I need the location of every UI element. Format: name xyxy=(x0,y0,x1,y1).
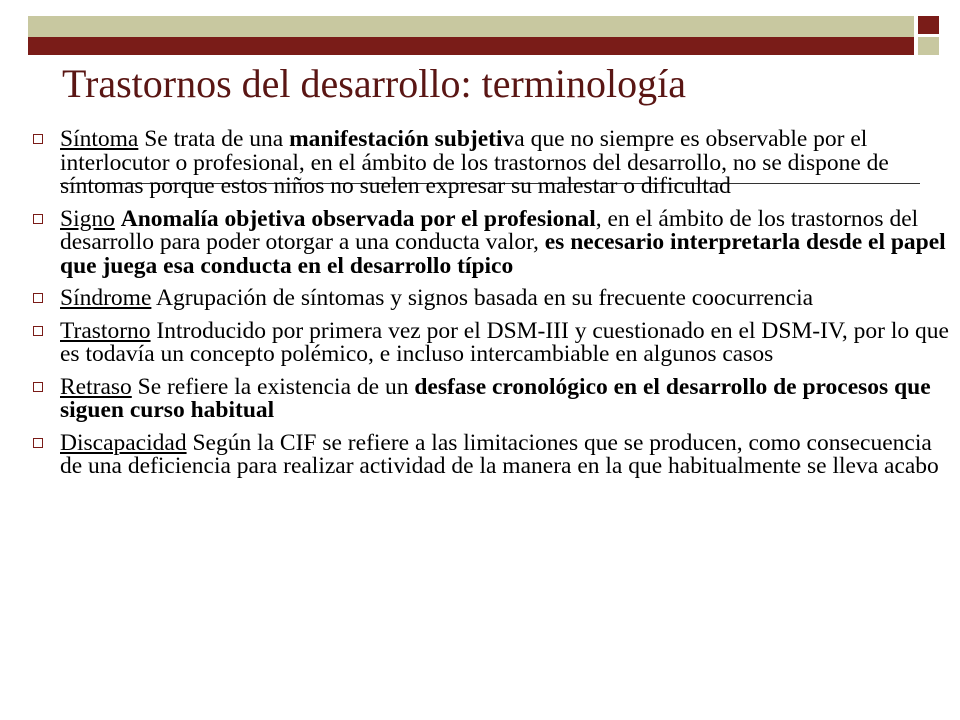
bullet-text: Se trata de una xyxy=(138,126,290,152)
bullet-item xyxy=(24,128,950,199)
corner-square-dark xyxy=(918,16,939,34)
header-decoration-strip xyxy=(28,37,914,55)
square-bullet-icon xyxy=(33,214,43,224)
bullet-item xyxy=(24,317,950,367)
header-decoration-bar xyxy=(28,16,914,55)
bullet-text: , en el ámbito de los trastornos del desarrollo para poder otorgar a una conducta valor, xyxy=(60,205,919,255)
bullet-term: Retraso xyxy=(60,373,132,400)
square-bullet-icon xyxy=(33,438,43,448)
bullet-emphasis-text: Anomalía objetiva observada por el profesional xyxy=(120,205,596,232)
square-bullet-icon xyxy=(33,382,43,392)
bullet-term: Discapacidad xyxy=(60,429,187,456)
bullet-emphasis-text: desfase cronológico en el desarrollo de procesos que siguen curso habitual xyxy=(60,373,931,423)
bullet-term: Síndrome xyxy=(60,285,152,311)
bullet-emphasis-text: manifestación subjetiv xyxy=(289,126,515,152)
bullet-term: Síntoma xyxy=(60,126,139,152)
bullet-item xyxy=(24,429,950,479)
bullet-text: Se refiere la existencia de un xyxy=(131,373,415,400)
slide-title: Trastornos del desarrollo: terminología xyxy=(62,61,686,106)
corner-square-light xyxy=(918,37,939,55)
square-bullet-icon xyxy=(33,293,43,303)
bullet-text: a que no siempre es observable por el interlocutor o profesional, en el ámbito de los trastornos del desarrollo, no se dispone de síntomas porque estos niños no suelen expresar su malestar o dificultad xyxy=(60,126,889,199)
bullet-text: Según la CIF se refiere a las limitaciones que se producen, como consecuencia de una deficiencia para realizar actividad de la manera en la que habitualmente se lleva acabo xyxy=(60,429,939,479)
bullet-item xyxy=(24,373,950,423)
bullet-term: Signo xyxy=(60,205,115,232)
bullet-term: Trastorno xyxy=(60,317,151,344)
square-bullet-icon xyxy=(33,134,43,144)
bullet-emphasis-text: es necesario interpretarla desde el papel que juega esa conducta en el desarrollo típico xyxy=(60,229,946,279)
bullet-item xyxy=(24,205,950,279)
bullet-text: Introducido por primera vez por el DSM-III y cuestionado en el DSM-IV, por lo que es todavía un concepto polémico, e incluso intercambiable en algunos casos xyxy=(60,317,949,367)
bullet-text: Agrupación de síntomas y signos basada en su frecuente coocurrencia xyxy=(151,285,814,311)
square-bullet-icon xyxy=(33,326,43,336)
bullet-item xyxy=(24,287,950,311)
bullet-list xyxy=(24,128,950,488)
